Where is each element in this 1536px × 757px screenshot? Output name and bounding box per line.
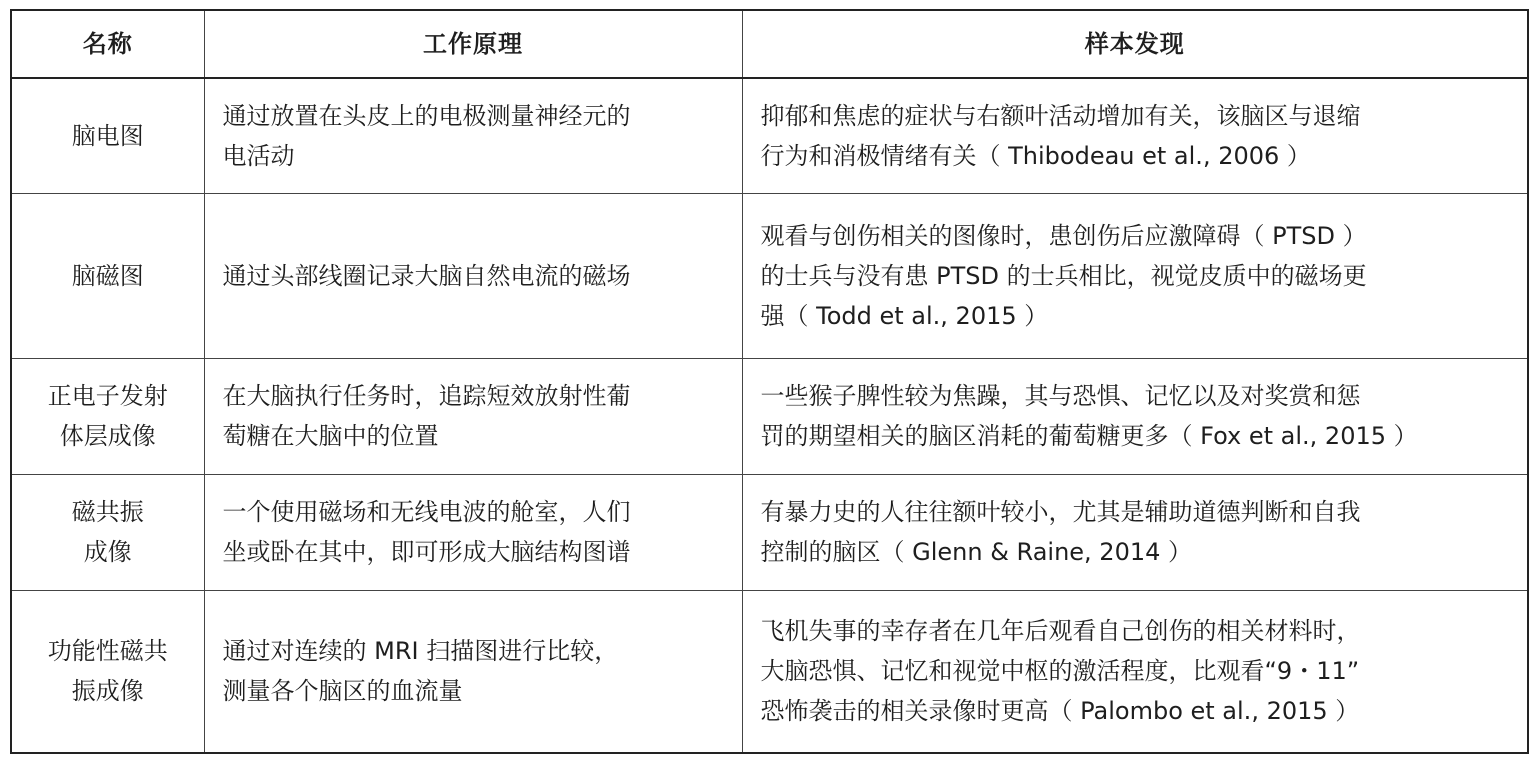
row-name-line: 正电子发射 [47, 382, 168, 410]
header-row [11, 10, 1528, 78]
row-principle-line: 电活动 [222, 141, 295, 170]
row-name-line: 功能性磁共 [47, 637, 168, 666]
row-principle-line: 通过头部线圈记录大脑自然电流的磁场 [222, 261, 631, 290]
row-finding-cell [742, 358, 1528, 474]
header-finding: 样本发现 [742, 10, 1528, 78]
row-name-cell [11, 193, 204, 358]
row-principle-cell [204, 78, 742, 193]
row-finding-cell [742, 590, 1528, 753]
header-principle: 工作原理 [204, 10, 742, 78]
row-name-cell [11, 358, 204, 474]
row-name-cell [11, 590, 204, 753]
row-finding-line: 控制的脑区（ Glenn & Raine, 2014 ） [760, 538, 1193, 566]
table-row [11, 590, 1528, 753]
row-name-line: 体层成像 [59, 422, 156, 450]
row-principle-line: 测量各个脑区的血流量 [222, 677, 463, 706]
row-finding-line: 罚的期望相关的脑区消耗的葡萄糖更多（ Fox et al., 2015 ） [760, 422, 1418, 450]
row-principle-line: 一个使用磁场和无线电波的舱室，人们 [222, 498, 631, 526]
table-row [11, 358, 1528, 474]
row-name-cell [11, 78, 204, 193]
row-finding-cell [742, 78, 1528, 193]
row-finding-line: 行为和消极情绪有关（ Thibodeau et al., 2006 ） [760, 141, 1311, 170]
row-principle-line: 通过放置在头皮上的电极测量神经元的 [222, 101, 631, 130]
row-name-cell [11, 474, 204, 590]
row-principle-line: 萄糖在大脑中的位置 [222, 422, 439, 450]
brain-imaging-table [10, 9, 1529, 754]
row-finding-line: 恐怖袭击的相关录像时更高（ Palombo et al., 2015 ） [760, 697, 1360, 726]
table-row [11, 193, 1528, 358]
table-row [11, 474, 1528, 590]
table-body [11, 78, 1528, 753]
row-name-line: 成像 [83, 538, 132, 566]
row-name-line: 磁共振 [71, 498, 144, 526]
table-header [11, 10, 1528, 78]
row-principle-cell [204, 590, 742, 753]
row-finding-line: 抑郁和焦虑的症状与右额叶活动增加有关，该脑区与退缩 [760, 101, 1361, 130]
row-principle-cell [204, 193, 742, 358]
row-name-line: 振成像 [71, 677, 144, 706]
row-principle-cell [204, 358, 742, 474]
row-finding-line: 强（ Todd et al., 2015 ） [760, 301, 1049, 330]
row-finding-cell [742, 474, 1528, 590]
row-name-line: 脑电图 [71, 121, 144, 150]
row-finding-line: 有暴力史的人往往额叶较小，尤其是辅助道德判断和自我 [760, 498, 1361, 526]
row-finding-cell [742, 193, 1528, 358]
row-finding-line: 一些猴子脾性较为焦躁，其与恐惧、记忆以及对奖赏和惩 [760, 382, 1361, 410]
row-principle-cell [204, 474, 742, 590]
row-finding-line: 的士兵与没有患 PTSD 的士兵相比，视觉皮质中的磁场更 [760, 261, 1367, 290]
table-row [11, 78, 1528, 193]
header-name: 名称 [11, 10, 204, 78]
row-finding-line: 观看与创伤相关的图像时，患创伤后应激障碍（ PTSD ） [760, 221, 1367, 250]
row-finding-line: 大脑恐惧、记忆和视觉中枢的激活程度，比观看“9・11” [760, 657, 1360, 686]
row-principle-line: 坐或卧在其中，即可形成大脑结构图谱 [222, 538, 631, 566]
row-principle-line: 通过对连续的 MRI 扫描图进行比较， [222, 637, 619, 666]
row-finding-line: 飞机失事的幸存者在几年后观看自己创伤的相关材料时， [760, 617, 1361, 646]
row-name-line: 脑磁图 [71, 261, 144, 290]
row-principle-line: 在大脑执行任务时，追踪短效放射性葡 [222, 382, 631, 410]
